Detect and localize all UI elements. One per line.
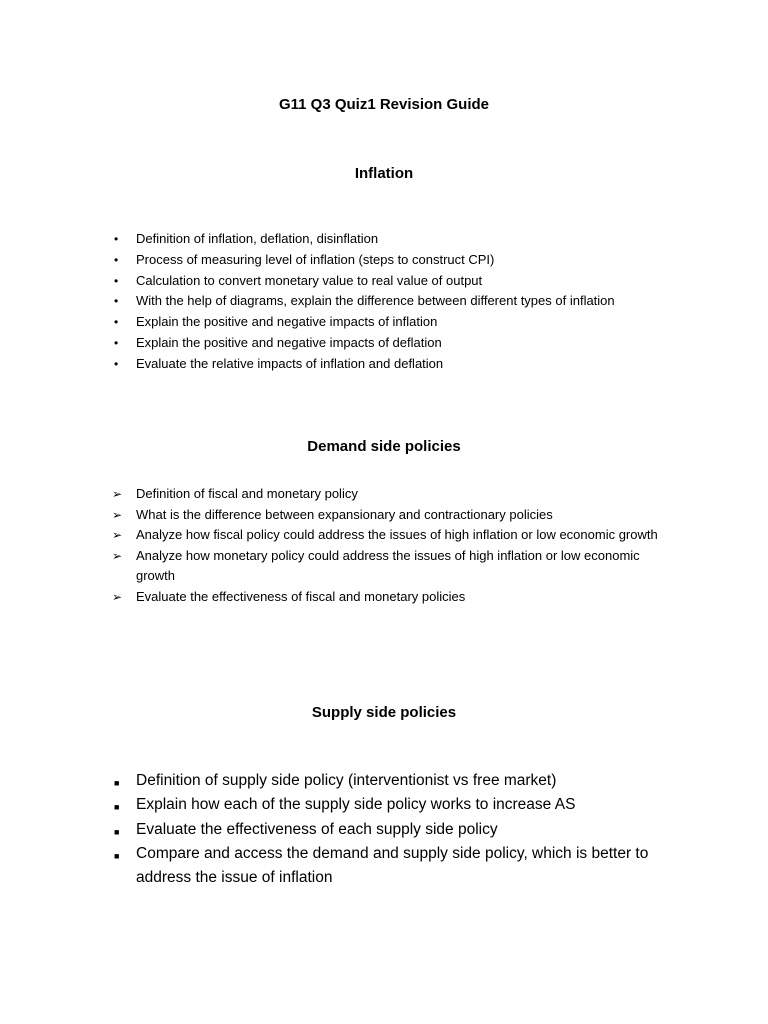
list-item [0,333,696,354]
list-item [0,769,681,793]
square-bullet-icon: ■ [114,802,120,813]
bullet-dot-icon: • [114,356,119,371]
list-item [0,587,681,608]
section-title-inflation: Inflation [354,165,414,182]
arrow-bullet-icon: ➢ [112,507,123,522]
arrow-bullet-icon: ➢ [112,487,123,501]
arrow-bullet-icon: ➢ [112,528,123,542]
list-item-text: Explain how each of the supply side policy works to increase AS [136,796,576,814]
list-item-text: Calculation to convert monetary value to real value of output [136,272,483,288]
demand-list [0,484,681,607]
list-item [0,354,696,375]
list-item-text: Analyze how monetary policy could address the issues of high inflation or low economic growth [136,547,640,583]
list-item [0,484,681,505]
list-item-text: Definition of inflation, deflation, disinflation [136,231,379,246]
square-bullet-icon: ■ [114,850,120,861]
list-item [0,250,696,271]
inflation-list [0,229,696,375]
list-item-text: Explain the positive and negative impacts of inflation [136,314,438,330]
list-item-text: Explain the positive and negative impacts of deflation [136,334,442,350]
bullet-dot-icon: • [114,232,119,246]
list-item-text: Definition of fiscal and monetary policy [136,486,358,501]
list-item [0,312,696,333]
list-item-text: With the help of diagrams, explain the difference between different types of inflation [136,293,615,309]
list-item [0,271,696,292]
supply-list [0,769,681,890]
list-item-text: Definition of supply side policy (interventionist vs free market) [136,772,557,789]
arrow-bullet-icon: ➢ [112,548,123,563]
list-item-text: What is the difference between expansionary and contractionary policies [136,506,553,522]
square-bullet-icon: ■ [114,778,120,788]
bullet-dot-icon: • [114,294,119,309]
list-item-text: Evaluate the effectiveness of each supply side policy [136,820,498,838]
bullet-dot-icon: • [114,335,119,350]
list-item-text: Process of measuring level of inflation (steps to construct CPI) [136,251,495,267]
document-title: G11 Q3 Quiz1 Revision Guide [278,96,490,113]
list-item-text: Evaluate the relative impacts of inflation and deflation [136,355,444,371]
list-item [0,291,696,312]
section-title-demand: Demand side policies [307,438,461,455]
list-item [0,842,681,891]
bullet-dot-icon: • [114,315,119,330]
arrow-bullet-icon: ➢ [112,589,123,604]
bullet-dot-icon: • [114,252,119,267]
list-item-text: Evaluate the effectiveness of fiscal and monetary policies [136,588,466,604]
list-item [0,793,681,817]
list-item-text: Compare and access the demand and supply side policy, which is better to address the issue of inflation [136,844,649,887]
list-item [0,525,681,546]
bullet-dot-icon: • [114,273,119,288]
list-item [0,546,681,587]
list-item [0,229,696,250]
square-bullet-icon: ■ [114,826,120,837]
list-item-text: Analyze how fiscal policy could address the issues of high inflation or low economic growth [136,527,658,542]
section-title-supply: Supply side policies [311,704,457,721]
list-item [0,818,681,842]
list-item [0,505,681,526]
